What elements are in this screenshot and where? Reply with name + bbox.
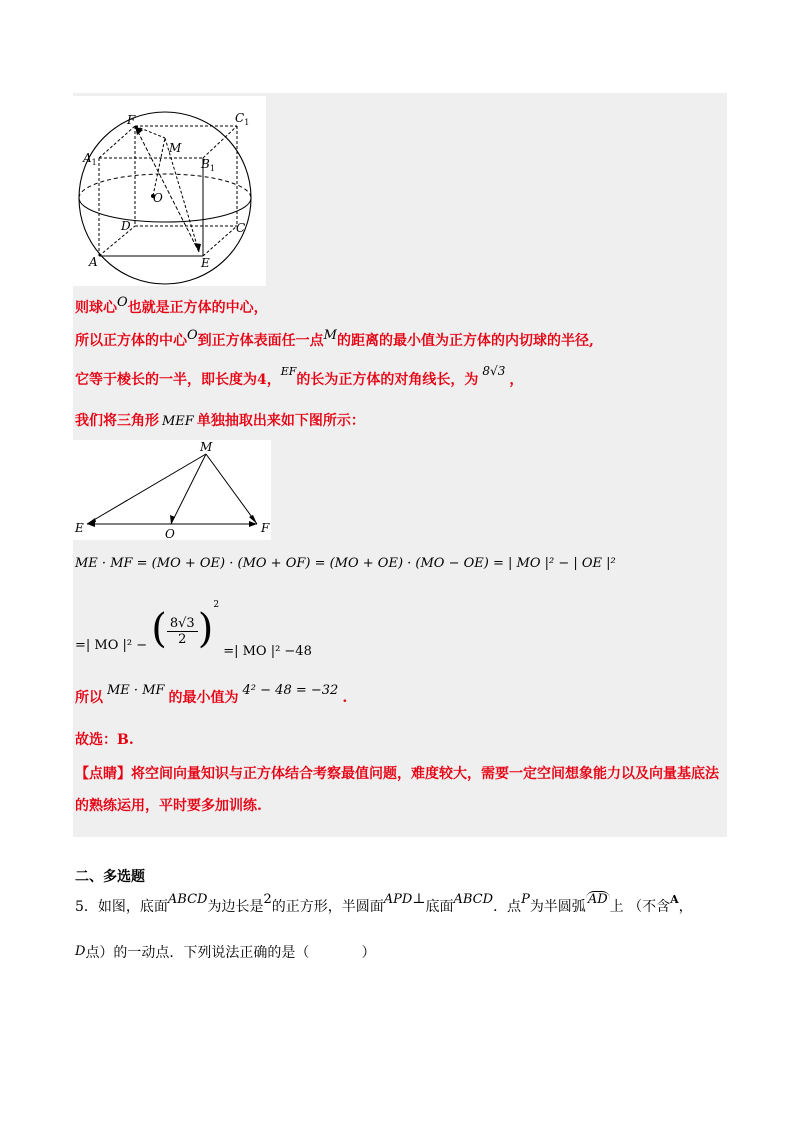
label-O: O [153,191,163,205]
label-M: M [200,440,213,454]
solution-line-2 [75,328,594,352]
right-paren: ) [197,606,214,652]
perp-symbol: ⊥ [412,891,426,907]
text-segment: 的最小值为 [168,690,239,706]
remark-line-2: 的熟练运用，平时要多加训练. [75,798,262,814]
dot-product: ME · MF [107,683,165,698]
min-value: 4² − 48 = −32 [242,683,339,698]
remark-line-1: 【点睛】将空间向量知识与正方体结合考察最值问题，难度较大，需要一定空间想象能力以及向量基底法 [75,766,719,782]
label-D: D [121,219,131,233]
value-8root3: 8√3 [482,364,506,378]
text-segment: 为半圆弧 [529,899,586,915]
text-segment: 的正方形，半圆面 [271,899,384,915]
solution-line-1 [75,295,268,319]
fraction-numerator: 8√3 [167,616,198,632]
symbol-ABCD: ABCD [453,892,494,907]
arc-AD: AD [587,892,608,907]
label-C: C [236,221,246,235]
symbol-MEF: MEF [162,414,194,429]
symbol-O: O [117,295,128,310]
equation-text: =| MO |² − [75,637,148,653]
section-title: 二、多选题 [75,869,145,885]
symbol-O: O [187,328,198,343]
label-C1: $C_1$ [235,111,250,127]
symbol-ABCD: ABCD [167,892,208,907]
label-F: F [261,521,270,535]
text-segment: 底面 [425,899,454,915]
equation-text: =| MO |² −48 [223,643,312,659]
solution-line-3 [75,364,524,391]
text-segment: 我们将三角形 [75,413,159,429]
text-segment: 5．如图，底面 [75,899,168,915]
label-M: M [169,141,182,155]
text-segment: 到正方体表面任一点 [197,333,324,349]
symbol-EF: EF [280,365,297,378]
text-segment: 所以正方体的中心 [75,333,187,349]
text-segment: ．点 [493,899,522,915]
solution-line-4 [75,411,365,432]
fraction [167,616,198,647]
text-segment: . [342,690,348,706]
triangle-mef-figure [73,440,271,540]
text-segment: ， [678,899,693,915]
text-segment: 也就是正方体的中心， [127,300,268,316]
label-B1: $B_1$ [201,157,215,173]
text-segment: 上 （不含 [609,899,671,915]
text-segment: 为边长是 [207,899,264,915]
question-5-line-2 [75,942,375,962]
symbol-APD: APD [383,892,413,907]
left-paren: ( [151,606,167,652]
equation-text: ME · MF = (MO + OE) · (MO + OF) = (MO + OE) · (MO − OE) = | MO |² − | OE |² [75,556,616,571]
text-segment: 点）的一动点．下列说法正确的是（ [85,945,310,961]
text-segment: 则球心 [75,300,117,316]
text-segment: 的长为正方体的对角线长，为 [296,372,479,388]
label-A1: $A_1$ [83,151,97,167]
text-segment: ） [361,945,376,961]
label-E: E [201,256,210,270]
symbol-M: M [323,328,337,343]
label-A: A [89,255,98,269]
sphere-cube-figure [73,96,266,286]
question-5-line-1 [75,891,693,916]
text-segment: 的距离的最小值为正方体的内切球的半径, [336,333,594,349]
equation-2: =| MO |² − ( $\frac{8√3}{2}$ )$^2$ =| MO |² −48 [75,600,312,659]
label-O: O [165,527,175,540]
value-2: 2 [263,892,272,907]
fraction-denominator: 2 [178,631,187,647]
text-segment: 它等于棱长的一半，即长度为4， [75,372,281,388]
equation-1 [75,556,616,571]
solution-line-5 [75,683,348,709]
symbol-P: P [521,892,530,907]
solution-line-6: 故选：B. [75,732,134,748]
label-E: E [75,521,84,535]
text-segment: ， [509,372,524,388]
text-segment: 单独抽取出来如下图所示： [196,413,365,429]
symbol-A: A [670,893,679,906]
text-segment: 所以 [75,690,103,706]
label-F: F [127,113,136,127]
symbol-D: D [75,944,86,959]
